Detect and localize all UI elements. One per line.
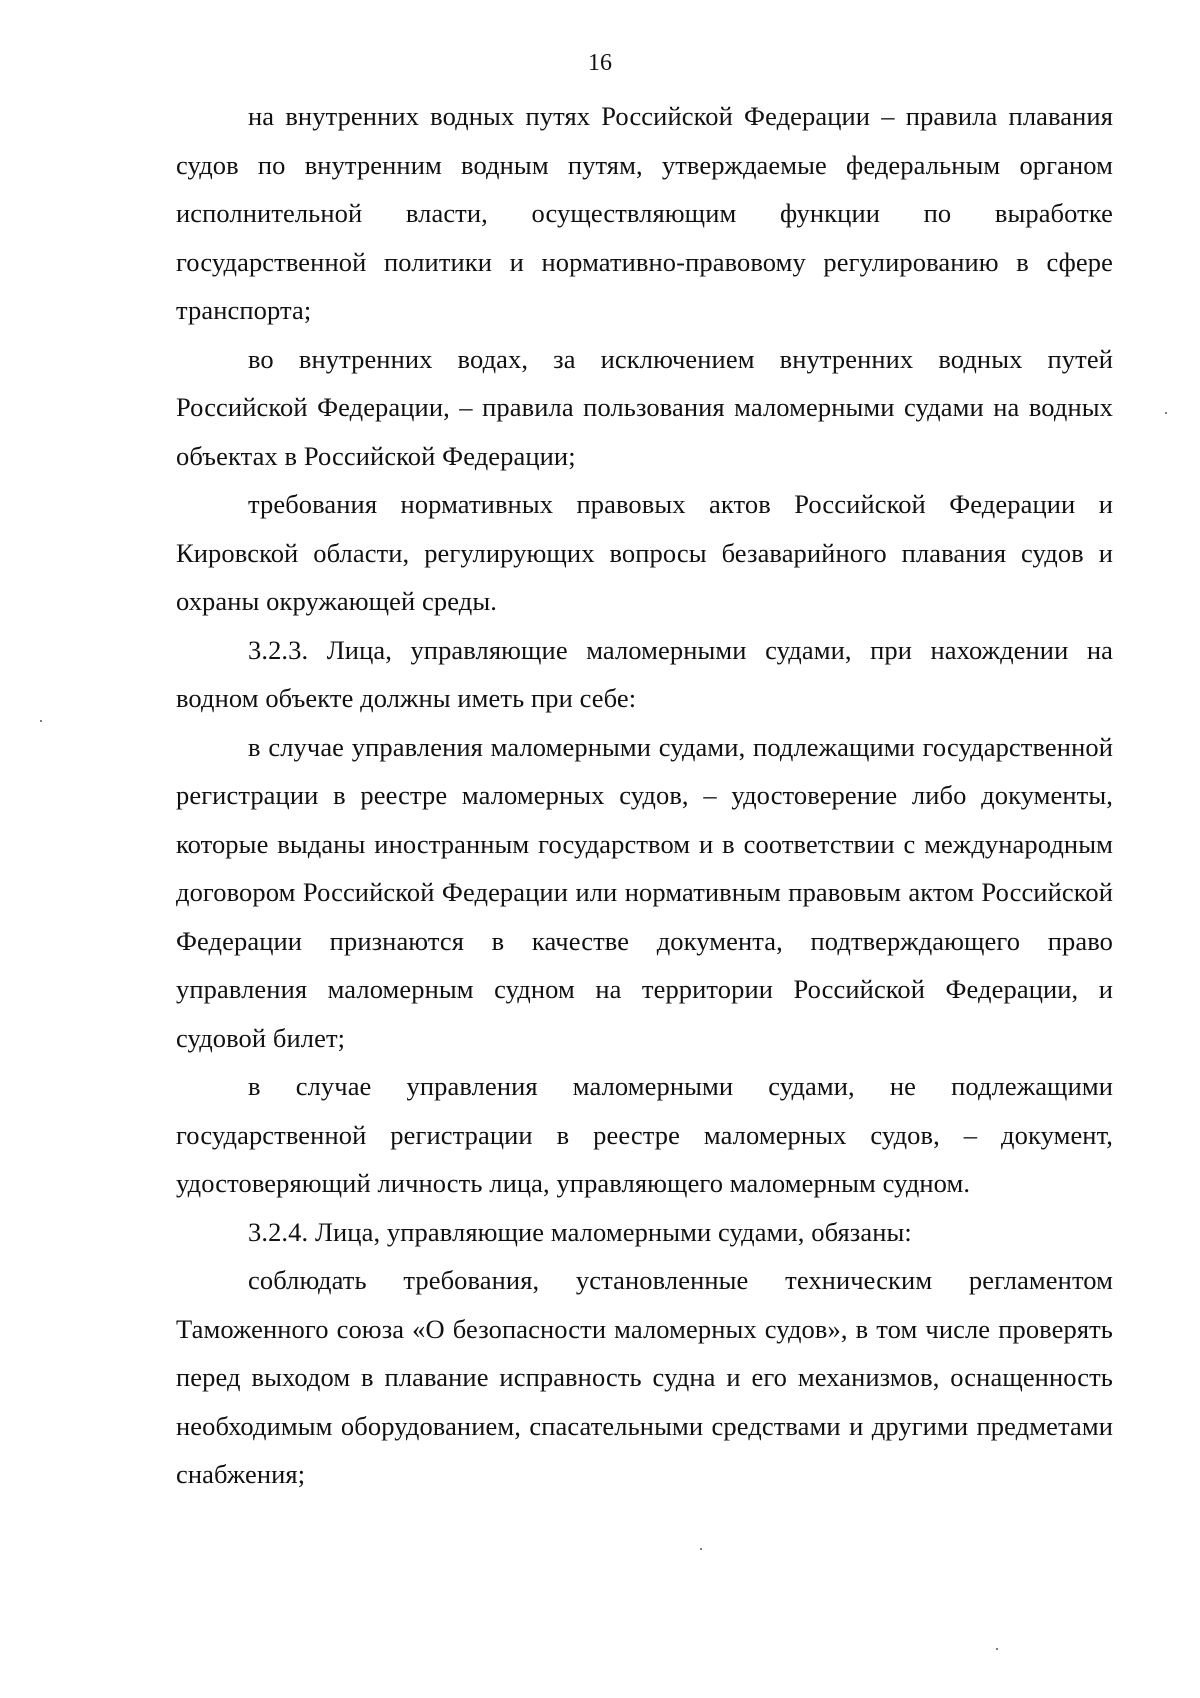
scan-speck <box>1165 412 1167 414</box>
paragraph-inland-waterways-rules: на внутренних водных путях Российской Федерации – правила плавания судов по внутренним водным путям, утверждаемые федеральным органом исполнительной власти, осуществляющим функции по выработке государственной политики и нормативно-правовому регулированию в сфере транспорта; <box>176 101 1113 325</box>
paragraph-regulatory-requirements: требования нормативных правовых актов Российской Федерации и Кировской области, регулирующих вопросы безаварийного плавания судов и охраны окружающей среды. <box>176 489 1113 616</box>
paragraph-technical-regulation-compliance: соблюдать требования, установленные техническим регламентом Таможенного союза «О безопасности маломерных судов», в том числе проверять перед выходом в плавание исправность судна и его механизмов, оснащенность необходимым оборудованием, спасательными средствами и другими предметами снабжения; <box>176 1265 1113 1489</box>
paragraph-internal-waters-rules: во внутренних водах, за исключением внутренних водных путей Российской Федерации, – правила пользования маломерными судами на водных объектах в Российской Федерации; <box>176 343 1113 471</box>
scan-speck <box>700 1548 702 1550</box>
paragraph-registered-vessels-documents: в случае управления маломерными судами, подлежащими государственной регистрации в реестре маломерных судов, – удостоверение либо документы, которые выданы иностранным государством и в соответствии с международным договором Российской Федерации или нормативным правовым актом Российской Федерации признаются в качестве документа, подтверждающего право управления маломерным судном на территории Российской Федерации, и судовой билет; <box>176 731 1113 1053</box>
paragraph-unregistered-vessels-documents: в случае управления маломерными судами, не подлежащими государственной регистрации в реестре маломерных судов, – документ, удостоверяющий личность лица, управляющего маломерным судном. <box>176 1071 1113 1198</box>
document-body <box>176 92 1113 1499</box>
page-number: 16 <box>588 50 612 76</box>
scan-speck <box>996 1648 998 1650</box>
paragraph-section-3-2-4: 3.2.4. Лица, управляющие маломерными судами, обязаны: <box>248 1216 912 1247</box>
paragraph-section-3-2-3: 3.2.3. Лица, управляющие маломерными судами, при нахождении на водном объекте должны иметь при себе: <box>176 634 1113 713</box>
scan-speck <box>40 720 42 722</box>
